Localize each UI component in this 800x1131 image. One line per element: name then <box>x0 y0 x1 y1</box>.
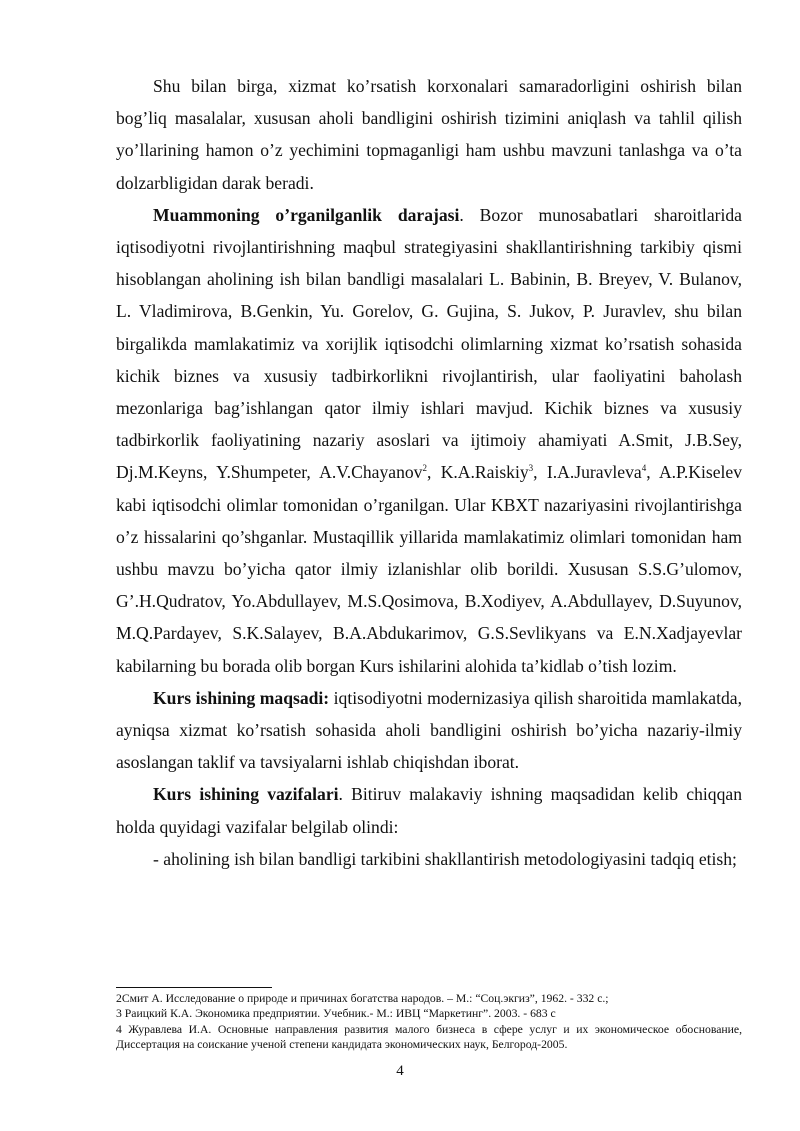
paragraph-text: . Bozor munosabatlari sharoitlarida iqtisodiyotni rivojlantirishning maqbul strategiyasini shakllantirishning tarkibiy qismi hisoblangan aholining ish bilan bandligi masalalari L. Babinin, B. Breyev, V. Bulanov, L. Vladimirova, B.Genkin, Yu. Gorelov, G. Gujina, S. Jukov, P. Juravlev, shu bilan birgalikda mamlakatimiz va xorijlik iqtisodchi olimlarning xizmat ko’rsatish sohasida kichik biznes va xususiy tadbirkorlikni rivojlantirish, ular faoliyatini baholash mezonlariga bag’ishlangan qator ilmiy ishlari mavjud. Kichik biznes va xususiy tadbirkorlik faoliyatining nazariy asoslari va ijtimoiy ahamiyati A.Smit, J.B.Sey, Dj.M.Keyns, Y.Shumpeter, A.V.Chayanov <box>116 204 742 483</box>
footnote-ref-2[interactable]: 2 <box>422 463 427 474</box>
body-text <box>116 70 742 875</box>
paragraph-tasks <box>116 778 742 842</box>
footnote-separator <box>116 987 272 988</box>
paragraph-intro: Shu bilan birga, xizmat ko’rsatish korxonalari samaradorligini oshirish bilan bog’liq masalalar, xususan aholi bandligini oshirish tizimini aniqlash va tahlil qilish yo’llarining hamon o’z yechimini topmaganligi ham ushbu mavzuni tanlashga va o’ta dolzarbligidan darak beradi. <box>116 76 742 193</box>
heading-goal: Kurs ishining maqsadi: <box>153 687 330 708</box>
paragraph-research-level <box>116 199 742 682</box>
footnotes <box>116 991 742 1053</box>
footnote-2: 2Смит А. Исследование о природе и причинах богатства народов. – М.: “Соц.экгиз”, 1962. - 332 с.; <box>116 992 609 1005</box>
paragraph-task-item: - aholining ish bilan bandligi tarkibini shakllantirish metodologiyasini tadqiq etish; <box>153 848 737 869</box>
paragraph-goal <box>116 682 742 779</box>
paragraph-text: , I.A.Juravleva <box>533 462 642 483</box>
heading-research-level: Muammoning o’rganilganlik darajasi <box>153 204 460 225</box>
footnote-ref-3[interactable]: 3 <box>528 463 534 474</box>
footnote-3: 3 Раицкий К.А. Экономика предприятии. Учебник.- М.: ИВЦ “Маркетинг”. 2003. - 683 с <box>116 1007 556 1021</box>
page-number: 4 <box>396 1063 404 1079</box>
footnote-ref-4[interactable]: 4 <box>641 463 647 474</box>
paragraph-text: . Bitiruv malakaviy ishning maqsadidan kelib chiqqan holda quyidagi vazifalar belgilab olindi: <box>116 784 742 837</box>
heading-tasks: Kurs ishining vazifalari <box>153 784 339 805</box>
footnote-4: 4 Журавлева И.А. Основные направления развития малого бизнеса в сфере услуг и их экономическое обоснование, Диссертация на соискание ученой степени кандидата экономических наук, Белгород-2005. <box>116 1022 742 1052</box>
paragraph-text: iqtisodiyotni modernizasiya qilish sharoitida mamlakatda, ayniqsa xizmat ko’rsatish sohasida aholi bandligini oshirish bo’yicha nazariy-ilmiy asoslangan taklif va tavsiyalarni ishlab chiqishdan iborat. <box>116 687 742 773</box>
paragraph-text: , K.A.Raiskiy <box>426 462 529 483</box>
paragraph-text: , A.P.Kiselev kabi iqtisodchi olimlar tomonidan o’rganilgan. Ular KBXT nazariyasini rivojlantirishga o’z hissalarini qo’shganlar. Mustaqillik yillarida mamlakatimiz olimlari tomonidan ham ushbu mavzu bo’yicha qator ilmiy izlanishlar olib borildi. Xususan S.S.G’ulomov, G’.H.Qudratov, Yo.Abdullayev, M.S.Qosimova, B.Xodiyev, A.Abdullayev, D.Suyunov, M.Q.Pardayev, S.K.Salayev, B.A.Abdukarimov, G.S.Sevlikyans va E.N.Xadjayevlar kabilarning bu borada olib borgan Kurs ishilarini alohida ta’kidlab o’tish lozim. <box>116 462 743 676</box>
